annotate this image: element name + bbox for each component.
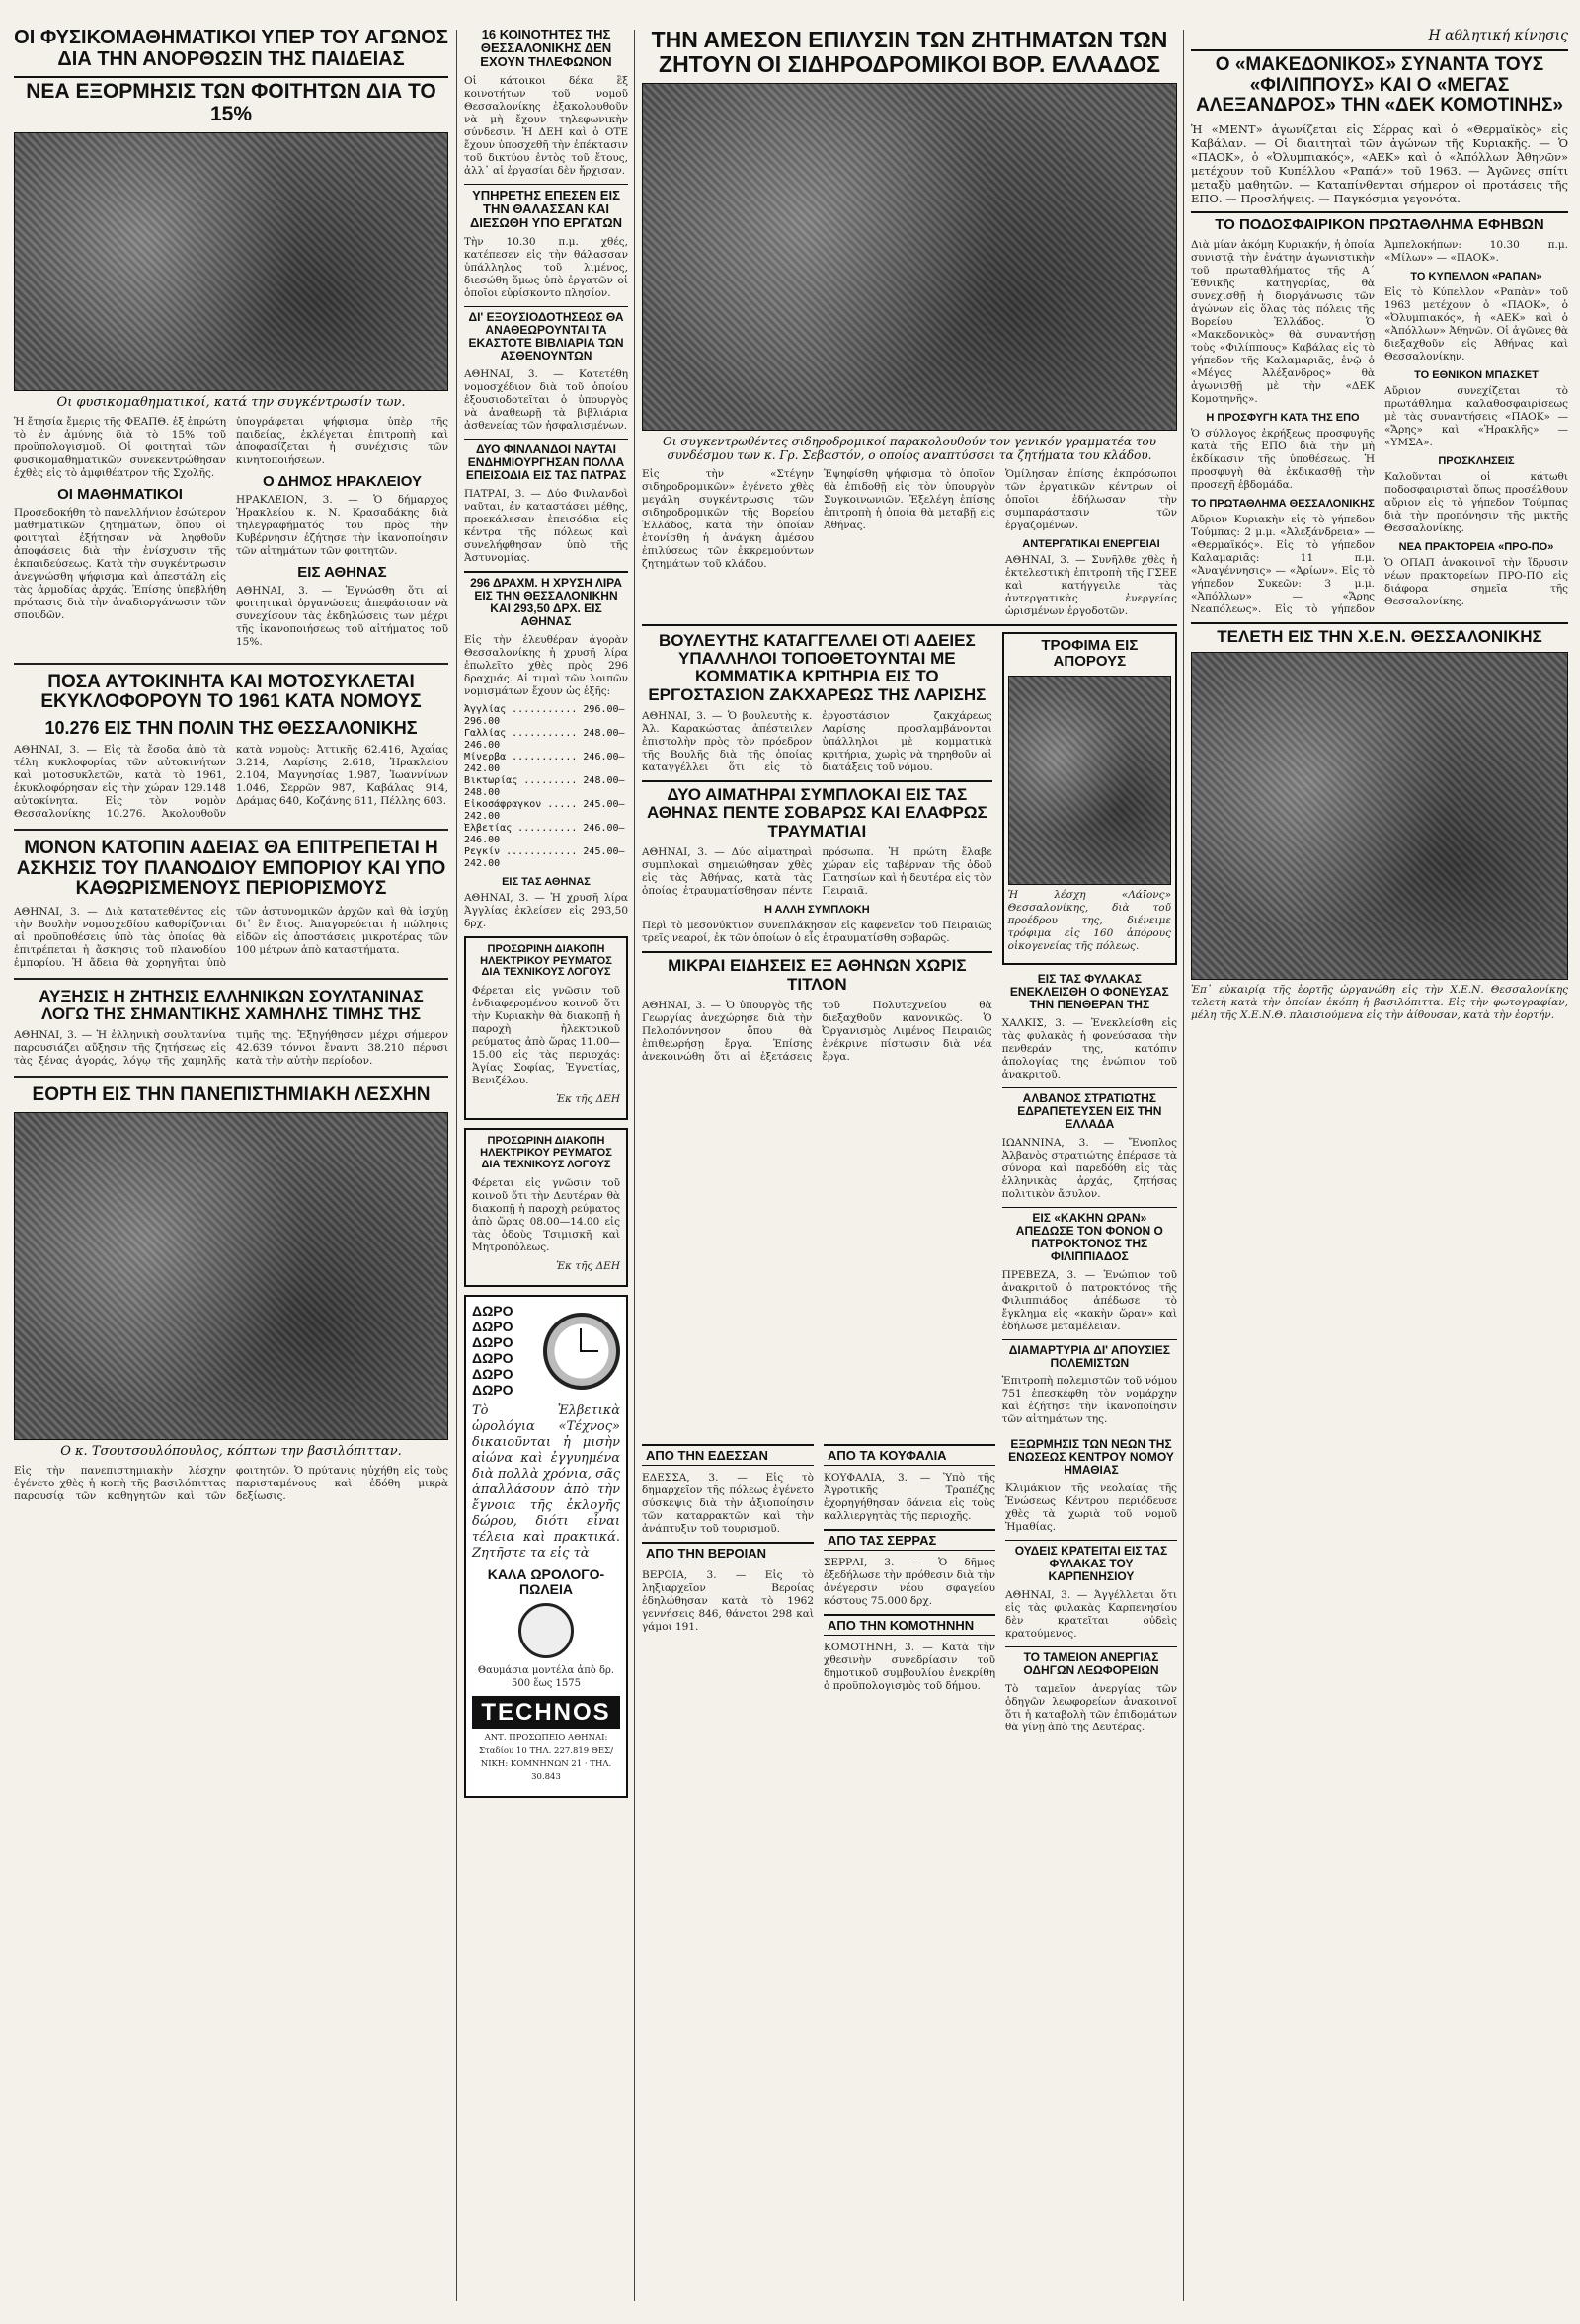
invites-headline: ΠΡΟΣΚΛΗΣΕΙΣ [1438, 454, 1515, 467]
railway-body-2: Ἐψηφίσθη ψήφισμα τὸ ὁποῖον θὰ ἐπιδοθῇ εἰς τὸν ὑπουργὸν Συγκοινωνιῶν. Ἐξελέγη ἐπίσης ἐπιτροπὴ ἡ ὁποία θὰ μεταβῇ εἰς Ἀθήνας. [824, 467, 995, 531]
youth-body: Διὰ μίαν ἀκόμη Κυριακήν, ἡ ὁποία συνιστᾷ τὴν ἐνάτην ἀγωνιστικὴν τοῦ πρωταθλήματος τῆς Α΄ Ἐθνικῆς κατηγορίας, θὰ συνεχισθῇ ἡ διοργάνωσις τῶν ἀγώνων εἰς ὅλας τὰς πόλεις τῆς Βορείου Ἑλλάδος. Ὁ «Μακεδονικὸς» θὰ συναντήσῃ τοὺς «Φιλίππους» Καβάλας εἰς τὸ γήπεδον τῆς Καλαμαριᾶς, ἐνῷ ὁ «Μέγας Ἀλέξανδρος» θὰ ἀγωνισθῇ μὲ τὴν «ΔΕΚ Κομοτηνῆς». [1191, 238, 1375, 405]
athens-body: ΑΘΗΝΑΙ, 3. — Ἐγνώσθη ὅτι αἱ φοιτητικαὶ ὀργανώσεις ἀπεφάσισαν νὰ συνεχίσουν τὰς ἐκδηλώσεις των μέχρι τῆς ἱκανοποιήσεως τοῦ αἰτήματος τοῦ 15%. [236, 584, 448, 648]
power-notice-2-sign: Ἐκ τῆς ΔΕΗ [556, 1259, 620, 1272]
mathematicians-body: Προσεδοκήθη τὸ πανελλήνιον ἐσώτερον μαθηματικῶν ζητημάτων, ὅπου οἱ φοιτηταὶ ἐξήτησαν νὰ ληφθοῦν ἀποφάσεις διὰ τὴν ἐνίσχυσιν τῆς ἐκπαιδεύσεως. Κατὰ τὴν συγκέντρωσιν ἀνεγνώσθη ψήφισμα καὶ ἀπεστάλη εἰς τὰς ἁρμοδίας ἀρχάς. Ἐπίσης ὑπεβλήθη πρότασις διὰ τὴν ἀναδιοργάνωσιν τῶν σπουδῶν. [14, 506, 226, 621]
soldier-headline: ΑΛΒΑΝΟΣ ΣΤΡΑΤΙΩΤΗΣ ΕΔΡΑΠΕΤΕΥΣΕΝ ΕΙΣ ΤΗΝ ΕΛΛΑΔΑ [1002, 1087, 1177, 1131]
railway-body-1: Εἰς τὴν «Στέγην σιδηροδρομικῶν» ἐγένετο χθὲς μεγάλη συγκέντρωσις τῶν σιδηροδρομικῶν τῆς Βορείου Ἑλλάδος, κατὰ τὴν ὁποίαν ἐτονίσθη ἡ ἀνάγκη ἀμέσου ἐπιλύσεως τῶν ἐκκρεμούντων ζητημάτων τοῦ κλάδου. [642, 467, 814, 570]
gold-price-row: Βικτωρίας ......... 248.00—248.00 [464, 774, 625, 798]
mp-body: ΑΘΗΝΑΙ, 3. — Ὁ βουλευτὴς κ. Ἀλ. Καρακώστας ἀπέστειλεν ἐπιστολὴν πρὸς τὸν πρόεδρον τῆς Βουλῆς διὰ τῆς ὁποίας καταγγέλλει ὅτι εἰς τὸ ἐργοστάσιον ζακχάρεως Λαρίσης προσλαμβάνονται ὑπάλληλοι μὲ κομματικὰ κριτήρια, χωρὶς νὰ τηρηθοῦν αἱ διατάξεις τοῦ νόμου. [642, 710, 992, 774]
guard-headline: ΕΙΣ ΤΑΣ ΦΥΛΑΚΑΣ ΕΝΕΚΛΕΙΣΘΗ Ο ΦΟΝΕΥΣΑΣ ΤΗΝ ΠΕΝΘΕΡΑΝ ΤΗΣ [1009, 972, 1169, 1011]
phones-headline: 16 ΚΟΙΝΟΤΗΤΕΣ ΤΗΣ ΘΕΣΣΑΛΟΝΙΚΗΣ ΔΕΝ ΕΧΟΥΝ ΤΗΛΕΦΩΝΟΝ [480, 28, 612, 70]
column-1 [14, 28, 448, 2309]
komotini-label: ΑΠΟ ΤΗΝ ΚΟΜΟΤΗΝΗΝ [824, 1614, 995, 1636]
soldier-body: ΙΩΑΝΝΙΝΑ, 3. — Ἔνοπλος Ἀλβανὸς στρατιώτης ἐπέρασε τὰ σύνορα καὶ παρεδόθη εἰς τὰς ἑλληνικὰς ἀρχάς, ζητήσας πολιτικὸν ἄσυλον. [1001, 1136, 1177, 1200]
physics-caption: Οι φυσικομαθηματικοί, κατά την συγκέντρωσίν των. [56, 394, 406, 410]
ad-body: Τὸ Ἑλβετικὰ ὡρολόγια «Τέχνος» δικαιοῦνται ἡ μισὴν αἰώνα καὶ ἐγγυημένα διὰ πολλὰ χρόνια, σᾶς ἀπαλλάσουν ἀπὸ τὴν ἔγνοια τῆς ἐκλογῆς δώρου, διότι εἶναι τέλεια καὶ πρακτικά. Ζητῆστε τα εἰς τὰ [472, 1402, 620, 1561]
finns-body: ΠΑΤΡΑΙ, 3. — Δύο Φινλανδοὶ ναῦται, ἐν καταστάσει μέθης, προεκάλεσαν ἐπεισόδια εἰς κέντρα τῆς πόλεως καὶ συνελήφθησαν ὑπὸ τῆς Ἀστυνομίας. [464, 487, 628, 564]
ad-doro-word: ΔΩΡΟ [472, 1302, 514, 1319]
power-notice-1-body: Φέρεται εἰς γνῶσιν τοῦ ἐνδιαφερομένου κοινοῦ ὅτι τὴν Κυριακὴν θὰ διακοπῇ ἡ παροχὴ ἠλεκτρικοῦ ρεύματος ἀπὸ ὥρας 11.00—15.00 εἰς τὰς περιοχάς: Ἁγίας Σοφίας, Ἐγνατίας, Βενιζέλου. [472, 985, 620, 1087]
ad-doro-word: ΔΩΡΟ [472, 1333, 514, 1350]
elect-headline: ΕΞΩΡΜΗΣΙΣ ΤΩΝ ΝΕΩΝ ΤΗΣ ΕΝΩΣΕΩΣ ΚΕΝΤΡΟΥ ΝΟΜΟΥ ΗΜΑΘΙΑΣ [1008, 1437, 1174, 1478]
elect-body: Κλιμάκιον τῆς νεολαίας τῆς Ἐνώσεως Κέντρου περιόδευσε χθὲς τὰ χωριὰ τοῦ νομοῦ Ἡμαθίας. [1005, 1483, 1177, 1534]
guard-body: ΧΑΛΚΙΣ, 3. — Ἐνεκλείσθη εἰς τὰς φυλακὰς ἡ φονεύσασα τὴν πενθεράν της, κατόπιν ἀπολογίας της ἐνώπιον τοῦ ἀνακριτοῦ. [1001, 1016, 1177, 1081]
sports-columns [1191, 239, 1568, 616]
mp-headline: ΒΟΥΛΕΥΤΗΣ ΚΑΤΑΓΓΕΛΛΕΙ ΟΤΙ ΑΔΕΙΕΣ ΥΠΑΛΛΗΛΟΙ ΤΟΠΟΘΕΤΟΥΝΤΑΙ ΜΕ ΚΟΜΜΑΤΙΚΑ ΚΡΙΤΗΡΙΑ ΕΙΣ ΤΟ ΕΡΓΟΣΤΑΣΙΟΝ ΖΑΚΧΑΡΕΩΣ ΤΗΣ ΛΑΡΙΣΗΣ [648, 630, 987, 704]
serres-label: ΑΠΟ ΤΑΣ ΣΕΡΡΑΣ [824, 1529, 995, 1551]
veria-body: ΒΕΡΟΙΑ, 3. — Εἰς τὸ ληξιαρχεῖον Βεροίας ἐδηλώθησαν κατὰ τὸ 1962 γεννήσεις 846, θάνατοι 298 καὶ γάμοι 191. [642, 1569, 814, 1634]
invites-body: Καλοῦνται οἱ κάτωθι ποδοσφαιρισταὶ ὅπως προσέλθουν αὔριον εἰς τὸ γήπεδον Τούμπας διὰ τὴν προπόνησιν τῆς μικτῆς Θεσσαλονίκης. [1384, 470, 1568, 534]
games-headline: ΤΟ ΠΡΩΤΑΘΛΗΜΑ ΘΕΣΣΑΛΟΝΙΚΗΣ [1191, 497, 1375, 510]
ad-doro-word: ΔΩΡΟ [472, 1318, 514, 1334]
gold-price-row: Ρεγκίν ............ 245.00—242.00 [464, 845, 625, 869]
fund-headline: ΤΟ ΤΑΜΕΙΟΝ ΑΝΕΡΓΙΑΣ ΟΔΗΓΩΝ ΛΕΩΦΟΡΕΙΩΝ [1005, 1646, 1177, 1677]
power-notice-1-headline: ΠΡΟΣΩΡΙΝΗ ΔΙΑΚΟΠΗ ΗΛΕΚΤΡΙΚΟΥ ΡΕΥΜΑΤΟΣ ΔΙΑ ΤΕΧΝΙΚΟΥΣ ΛΟΓΟΥΣ [480, 942, 612, 979]
appeal-headline: Η ΠΡΟΣΦΥΓΗ ΚΑΤΑ ΤΗΣ ΕΠΟ [1206, 411, 1360, 424]
ad-shops: ΚΑΛΑ ΩΡΟΛΟΓΟ-ΠΩΛΕΙΑ [487, 1565, 605, 1598]
club-body: Εἰς τὴν πανεπιστημιακὴν λέσχην ἐγένετο χθὲς ἡ κοπὴ τῆς βασιλόπιττας παρουσίᾳ τῶν καθηγητῶν καὶ τῶν φοιτητῶν. Ὁ πρύτανις ηὐχήθη εἰς τοὺς παρισταμένους καὶ ἐδόθη μικρὰ δεξίωσις. [14, 1464, 448, 1502]
municipality-label: Ο ΔΗΜΟΣ ΗΡΑΚΛΕΙΟΥ [262, 472, 423, 490]
gold-price-row: Μίνερβα ........... 246.00—242.00 [464, 751, 625, 774]
sports-intro: Ἡ «ΜΕΝΤ» ἀγωνίζεται εἰς Σέρρας καὶ ὁ «Θερμαϊκὸς» εἰς Καβάλαν. — Οἱ διαιτηταὶ τῶν ἀγώνων τῆς Κυριακῆς. — Ὁ «ΠΑΟΚ», ὁ «Ὀλυμπιακός», «ΑΕΚ» καὶ ὁ «Ἀπόλλων Ἀθηνῶν» μετέχουν τοῦ Κυπέλλου «Ραπάν» τοῦ 1963. — Ἀγῶνες σπίτι μεταξὺ μαθητῶν. — Καταπίνθενται σήμερον οἱ προτάσεις τῆς ΕΠΟ. — Προσλήψεις. — Παγκόσμια γεγονότα. [1191, 121, 1568, 205]
ad-doro-word: ΔΩΡΟ [472, 1365, 514, 1382]
physics-body-left: Ἡ ἔτησία ἔμερις τῆς ΦΕΑΠΘ. ἐξ ἐπρώτη τὸ ἐν ἀμύνης διὰ τὸ 15% τοῦ προϋπολογισμοῦ. Οἱ φοιτηταὶ τῶν φυσικομαθηματικῶν συνεκεντρώθησαν ἐχθὲς εἰς τὸ ἀμφιθέατρον τῆς Σχολῆς. [14, 415, 226, 479]
sailor-body: Τὴν 10.30 π.μ. χθές, κατέπεσεν εἰς τὴν θάλασσαν ὑπάλληλος τοῦ λιμένος, διεσώθη ὅμως ὑπὸ ἐργατῶν οἱ ὁποῖοι εὑρίσκοντο πλησίον. [464, 236, 628, 300]
raisins-headline: ΑΥΞΗΣΙΣ Η ΖΗΤΗΣΙΣ ΕΛΛΗΝΙΚΩΝ ΣΟΥΛΤΑΝΙΝΑΣ ΛΟΓΩ ΤΗΣ ΣΗΜΑΝΤΙΚΗΣ ΧΑΜΗΛΗΣ ΤΙΜΗΣ ΤΗΣ [39, 986, 424, 1023]
crash-other-label: Η ΑΛΛΗ ΣΥΜΠΛΟΚΗ [763, 904, 870, 917]
labor-label: ΑΝΤΕΡΓΑΤΙΚΑΙ ΕΝΕΡΓΕΙΑΙ [1022, 537, 1160, 550]
power-notice-2 [464, 1128, 628, 1287]
crash-body: ΑΘΗΝΑΙ, 3. — Δύο αἱματηραὶ συμπλοκαὶ σημειώθησαν χθὲς εἰς τὰς Ἀθήνας, κατὰ τὰς ὁποίας ἐτραυματίσθησαν πέντε πρόσωπα. Ἡ πρώτη ἔλαβε χώραν εἰς ταβέρναν τῆς ὁδοῦ Πατησίων καὶ ἡ δευτέρα εἰς τὸν Πειραιᾶ. [642, 846, 992, 898]
technos-watch-ad [464, 1295, 628, 1798]
club-headline: ΕΟΡΤΗ ΕΙΣ ΤΗΝ ΠΑΝΕΠΙΣΤΗΜΙΑΚΗ ΛΕΣΧΗΝ [32, 1084, 431, 1106]
power-notice-2-body: Φέρεται εἰς γνῶσιν τοῦ κοινοῦ ὅτι τὴν Δευτέραν θὰ διακοπῇ ἡ παροχὴ ρεύματος ἀπὸ ὥρας 08.00—14.00 εἰς τὰς ὁδοὺς Τσιμισκῆ καὶ Μητροπόλεως. [472, 1176, 620, 1253]
power-notice-2-headline: ΠΡΟΣΩΡΙΝΗ ΔΙΑΚΟΠΗ ΗΛΕΚΤΡΙΚΟΥ ΡΕΥΜΑΤΟΣ ΔΙΑ ΤΕΧΝΙΚΟΥΣ ΛΟΓΟΥΣ [480, 1135, 612, 1171]
column-rule [456, 30, 457, 2301]
protest-headline: ΔΙΑΜΑΡΤΥΡΙΑ ΔΙ' ΑΠΟΥΣΙΕΣ ΠΟΛΕΜΙΣΤΩΝ [1002, 1339, 1177, 1370]
column-rule [634, 30, 635, 2301]
phones-body: Οἱ κάτοικοι δέκα ἓξ κοινοτήτων τοῦ νομοῦ Θεσσαλονίκης ἐξακολουθοῦν νὰ μὴ ἔχουν τηλεφωνικὴν σύνδεσιν. Ἡ ΔΕΗ καὶ ὁ ΟΤΕ ἔχουν ὑποσχεθῆ τὴν ἐπέκτασιν τοῦ δικτύου ἐντὸς τοῦ ἔτους, ἀλλ᾿ αἱ ἐργασίαι δὲν ἤρχισαν. [464, 75, 628, 178]
gold-athens-label: ΕΙΣ ΤΑΣ ΑΘΗΝΑΣ [502, 875, 591, 888]
gold-price-row: Γαλλίας ........... 248.00—246.00 [464, 727, 625, 751]
column-2 [464, 28, 628, 2309]
gold-athens-body: ΑΘΗΝΑΙ, 3. — Ἡ χρυσῆ λίρα Ἀγγλίας ἐκλείσεν εἰς 293,50 δρχ. [464, 891, 628, 929]
gold-body: Εἰς τὴν ἐλευθέραν ἀγορὰν Θεσσαλονίκης ἡ χρυσῆ λίρα ἐπωλεῖτο χθὲς πρὸς 296 δραχμάς. Αἱ τιμαὶ τῶν λοιπῶν νομισμάτων ἔχουν ὡς ἑξῆς: [464, 633, 628, 697]
power-notice-1 [464, 936, 628, 1121]
fund-body: Τὸ ταμεῖον ἀνεργίας τῶν ὁδηγῶν λεωφορείων ἀνακοινοῖ ὅτι ἡ καταβολὴ τῶν ἐπιδομάτων θὰ γίνῃ ἀπὸ τῆς Δευτέρας. [1005, 1683, 1177, 1734]
students-assembly-photo [14, 132, 448, 391]
ad-doro-word: ΔΩΡΟ [472, 1349, 514, 1366]
koufalia-body: ΚΟΥΦΑΛΙΑ, 3. — Ὑπὸ τῆς Ἀγροτικῆς Τραπέζης ἐχορηγήθησαν δάνεια εἰς τοὺς καλλιεργητὰς τῆς περιοχῆς. [824, 1472, 995, 1523]
basket-headline: ΤΟ ΕΘΝΙΚΟΝ ΜΠΑΣΚΕΤ [1414, 368, 1539, 381]
youth-headline: ΤΟ ΠΟΔΟΣΦΑΙΡΙΚΟΝ ΠΡΩΤΑΘΛΗΜΑ ΕΦΗΒΩΝ [1191, 211, 1568, 233]
ad-doro-word: ΔΩΡΟ [472, 1381, 514, 1398]
appeal-body: Ὁ σύλλογος ἐκρήξεως προσφυγῆς κατὰ τῆς ΕΠΟ διὰ τὴν μὴ ἐκδίκασιν τῆς ὑποθέσεως. Ἡ προσφυγὴ θὰ ἐκδικασθῇ τὴν προσεχῆ ἑβδομάδα. [1191, 427, 1375, 491]
cup-body: Εἰς τὸ Κύπελλον «Ραπὰν» τοῦ 1963 μετέχουν ὁ «ΠΑΟΚ», ὁ «Ὀλυμπιακός», ἡ «ΑΕΚ» καὶ ὁ «Ἀπόλλων» Ἀθηνῶν. Οἱ ἀγῶνες θὰ διεξαχθοῦν εἰς Ἀθήνας καὶ Θεσσαλονίκην. [1384, 285, 1568, 362]
food-distribution-photo [1008, 676, 1171, 885]
merchant-headline: ΜΟΝΟΝ ΚΑΤΟΠΙΝ ΑΔΕΙΑΣ ΘΑ ΕΠΙΤΡΕΠΕΤΑΙ Η ΑΣΚΗΣΙΣ ΤΟΥ ΠΛΑΝΟΔΙΟΥ ΕΜΠΟΡΙΟΥ ΚΑΙ ΥΠΟ ΚΑΘΩΡΙΣΜΕΝΟΥΣ ΠΕΡΙΟΡΙΣΜΟΥΣ [16, 838, 446, 900]
section-divider [14, 1076, 448, 1078]
railway-headline: ΤΗΝ ΑΜΕΣΟΝ ΕΠΙΛΥΣΙΝ ΤΩΝ ΖΗΤΗΜΑΤΩΝ ΤΩΝ ΖΗΤΟΥΝ ΟΙ ΣΙΔΗΡΟΔΡΟΜΙΚΟΙ ΒΟΡ. ΕΛΛΑΔΟΣ [651, 28, 1168, 77]
club-caption: Ο κ. Τσουτσουλόπουλος, κόπτων την βασιλόπιτταν. [60, 1443, 402, 1459]
sports-headline: Ο «ΜΑΚΕΔΟΝΙΚΟΣ» ΣΥΝΑΝΤΑ ΤΟΥΣ «ΦΙΛΙΠΠΟΥΣ» ΚΑΙ Ο «ΜΕΓΑΣ ΑΛΕΞΑΝΔΡΟΣ» ΤΗΝ «ΔΕΚ ΚΟΜΟΤΙΝΗΣ» [1191, 49, 1568, 117]
sports-section-kicker: Η αθλητική κίνησις [1428, 28, 1568, 43]
komotini-body: ΚΟΜΟΤΗΝΗ, 3. — Κατὰ τὴν χθεσινὴν συνεδρίασιν τοῦ δημοτικοῦ συμβουλίου ἐνεκρίθη ὁ προϋπολογισμὸς τοῦ δήμου. [824, 1642, 995, 1693]
xen-ceremony-photo [1191, 652, 1568, 980]
cake-cutting-photo [14, 1112, 448, 1440]
railway-body-3: Ὁμίλησαν ἐπίσης ἐκπρόσωποι τῶν ἐργατικῶν κέντρων οἱ ὁποῖοι ἐδήλωσαν τὴν συμπαράστασιν τῶν ἐργαζομένων. [1005, 467, 1177, 531]
railway-workers-photo [642, 83, 1177, 431]
karpenisi-headline: ΟΥΔΕΙΣ ΚΡΑΤΕΙΤΑΙ ΕΙΣ ΤΑΣ ΦΥΛΑΚΑΣ ΤΟΥ ΚΑΡΠΕΝΗΣΙΟΥ [1005, 1540, 1177, 1583]
gold-price-row: Ἑλβετίας .......... 246.00—246.00 [464, 822, 625, 845]
sailor-headline: ΥΠΗΡΕΤΗΣ ΕΠΕΣΕΝ ΕΙΣ ΤΗΝ ΘΑΛΑΣΣΑΝ ΚΑΙ ΔΙΕΣΩΘΗ ΥΠΟ ΕΡΓΑΤΩΝ [464, 184, 628, 230]
power-notice-1-sign: Ἐκ τῆς ΔΕΗ [556, 1093, 620, 1106]
section-divider [14, 663, 448, 665]
municipality-body: ΗΡΑΚΛΕΙΟΝ, 3. — Ὁ δήμαρχος Ἡρακλείου κ. Ν. Κρασαδάκης διὰ τηλεγραφήματός του πρὸς τὴν Κυβέρνησιν ἐζήτησε τὴν ἱκανοποίησιν τῶν αἰτημάτων τῶν φοιτητῶν. [236, 493, 448, 557]
mathematicians-label: ΟΙ ΜΑΘΗΜΑΤΙΚΟΙ [57, 485, 183, 503]
propo-body: Ὁ ΟΠΑΠ ἀνακοινοῖ τὴν ἵδρυσιν νέων πρακτορείων ΠΡΟ-ΠΟ εἰς διάφορα σημεῖα τῆς Θεσσαλονίκης. [1384, 556, 1568, 607]
ad-footer: ΑΝΤ. ΠΡΟΣΩΠΕΙΟ ΑΘΗΝΑΙ: Σταδίου 10 ΤΗΛ. 227.819 ΘΕΣ/ΝΙΚΗ: ΚΟΜΝΗΝΩΝ 21 · ΤΗΛ. 30.843 [479, 1733, 613, 1783]
physics-headline: ΟΙ ΦΥΣΙΚΟΜΑΘΗΜΑΤΙΚΟΙ ΥΠΕΡ ΤΟΥ ΑΓΩΝΟΣ ΔΙΑ ΤΗΝ ΑΝΟΡΘΩΣΙΝ ΤΗΣ ΠΑΙΔΕΙΑΣ [14, 28, 448, 70]
food-box [1002, 632, 1177, 965]
ad-price: Θαυμάσια μοντέλα ἀπὸ δρ. 500 ἕως 1575 [477, 1665, 615, 1690]
kaki-body: ΠΡΕΒΕΖΑ, 3. — Ἐνώπιον τοῦ ἀνακριτοῦ ὁ πατροκτόνος τῆς Φιλιππιάδος ἀπέδωσε τὸ ἔγκλημα εἰς «κακὴν ὥραν» καὶ ἐδήλωσε μεταμέλειαν. [1001, 1268, 1177, 1332]
column-3 [642, 28, 1177, 2309]
watch-icon [518, 1603, 574, 1658]
railway-caption: Οι συγκεντρωθέντες σιδηροδρομικοί παρακολουθούν τον γενικόν γραμματέα του συνδέσμου των κ. Γρ. Σεβαστόν, ο οποίος αναπτύσσει τα ζητήματα του κλάδου. [662, 434, 1157, 462]
basket-body: Αὔριον συνεχίζεται τὸ πρωτάθλημα καλαθοσφαιρίσεως μὲ τὰς συναντήσεις «ΠΑΟΚ» — «Ἄρης» καὶ «Ἡρακλῆς» — «ΥΜΣΑ». [1384, 384, 1568, 448]
cars-subheadline: 10.276 ΕΙΣ ΤΗΝ ΠΟΛΙΝ ΤΗΣ ΘΕΣΣΑΛΟΝΙΚΗΣ [44, 717, 418, 738]
finns-headline: ΔΥΟ ΦΙΝΛΑΝΔΟΙ ΝΑΥΤΑΙ ΕΝΔΗΜΙΟΥΡΓΗΣΑΝ ΠΟΛΛΑ ΕΠΕΙΣΟΔΙΑ ΕΙΣ ΤΑΣ ΠΑΤΡΑΣ [464, 439, 628, 482]
section-divider [14, 829, 448, 831]
section-divider [14, 978, 448, 980]
cars-headline: ΠΟΣΑ ΑΥΤΟΚΙΝΗΤΑ ΚΑΙ ΜΟΤΟΣΥΚΛΕΤΑΙ ΕΚΥΚΛΟΦΟΡΟΥΝ ΤΟ 1961 ΚΑΤΑ ΝΟΜΟΥΣ [40, 671, 422, 713]
books-headline: ΔΙ' ΕΞΟΥΣΙΟΔΟΤΗΣΕΩΣ ΘΑ ΑΝΑΘΕΩΡΟΥΝΤΑΙ ΤΑ ΕΚΑΣΤΟΤΕ ΒΙΒΛΙΑΡΙΑ ΤΩΝ ΑΣΘΕΝΟΥΝΤΩΝ [464, 306, 628, 362]
raisins-body: ΑΘΗΝΑΙ, 3. — Ἡ ἑλληνικὴ σουλτανίνα παρουσιάζει αὔξησιν τῆς ζητήσεως εἰς τὰς ξένας ἀγοράς, λόγῳ τῆς χαμηλῆς τιμῆς της. Ἐξηγήθησαν μέχρι σήμερον 42.639 τόννοι ἔναντι 38.210 πέρυσι κατὰ τὴν αὐτὴν περίοδον. [14, 1029, 448, 1068]
cars-body: ΑΘΗΝΑΙ, 3. — Εἰς τὰ ἔσοδα ἀπὸ τὰ τέλη κυκλοφορίας τῶν αὐτοκινήτων καὶ μοτοσυκλετῶν, κατὰ τὸ 1961, ἐκυκλοφόρησαν εἰς τὴν χώραν 129.148 αὐτοκίνητα. Εἰς τὸν νομὸν Θεσσαλονίκης 10.276. Ἀκολουθοῦν κατὰ νομοὺς: Ἀττικῆς 62.416, Ἀχαΐας 3.214, Λαρίσης 2.618, Ἡρακλείου 2.104, Μαγνησίας 1.987, Ἰωαννίνων 1.046, Σερρῶν 987, Καβάλας 914, Δράμας 640, Κοζάνης 611, Πέλλης 603. [14, 744, 448, 820]
crash-other-body: Περὶ τὸ μεσονύκτιον συνεπλάκησαν εἰς καφενεῖον τοῦ Πειραιῶς τρεῖς νεαροί, ἐκ τῶν ὁποίων ὁ εἷς ἐτραυματίσθη σοβαρῶς. [642, 920, 992, 945]
merchant-body: ΑΘΗΝΑΙ, 3. — Διὰ κατατεθέντος εἰς τὴν Βουλὴν νομοσχεδίου καθορίζονται αἱ προϋποθέσεις ὑπὸ τὰς ὁποίας θὰ ἐπιτρέπεται ἡ ἄσκησις τοῦ πλανοδίου ἐμπορίου. Ἡ ἄδεια θὰ χορηγῆται ὑπὸ τῶν ἀστυνομικῶν ἀρχῶν καὶ θὰ ἰσχύῃ δι᾿ ἓν ἔτος. Ἀπαγορεύεται ἡ πώλησις εἰδῶν εἰς ἀποστάσεις μικροτέρας τῶν 100 μέτρων ἀπὸ καταστήματα. [14, 905, 448, 969]
karpenisi-body: ΑΘΗΝΑΙ, 3. — Ἀγγέλλεται ὅτι εἰς τὰς φυλακὰς Καρπενησίου δὲν κρατεῖται οὐδεὶς κρατούμενος. [1005, 1589, 1177, 1641]
protest-body: Ἐπιτροπὴ πολεμιστῶν τοῦ νόμου 751 ἐπεσκέφθη τὸν νομάρχην καὶ ἐζήτησε τὴν ἱκανοποίησιν τῶν αἰτημάτων της. [1001, 1375, 1177, 1426]
small-news-body: ΑΘΗΝΑΙ, 3. — Ὁ ὑπουργὸς τῆς Γεωργίας ἀνεχώρησε διὰ τὴν Πελοπόννησον ὅπου θὰ ἐπιθεωρήσῃ ἔργα. Ἐπίσης ἀνεκοινώθη ὅτι αἱ ἐξετάσεις τοῦ Πολυτεχνείου θὰ διεξαχθοῦν κανονικῶς. Ὁ Ὀργανισμὸς Λιμένος Πειραιῶς ἐνέκρινε πίστωσιν διὰ νέα ἔργα. [642, 999, 992, 1063]
crash-headline: ΔΥΟ ΑΙΜΑΤΗΡΑΙ ΣΥΜΠΛΟΚΑΙ ΕΙΣ ΤΑΣ ΑΘΗΝΑΣ ΠΕΝΤΕ ΣΟΒΑΡΩΣ ΚΑΙ ΕΛΑΦΡΩΣ ΤΡΑΥΜΑΤΙΑΙ [642, 780, 992, 841]
serres-body: ΣΕΡΡΑΙ, 3. — Ὁ δῆμος ἐξεδήλωσε τὴν πρόθεσιν διὰ τὴν ἀνέγερσιν νέου σφαγείου κόστους 75.000 δρχ. [824, 1557, 995, 1608]
koufalia-label: ΑΠΟ ΤΑ ΚΟΥΦΑΛΙΑ [824, 1444, 995, 1466]
small-news-headline: ΜΙΚΡΑΙ ΕΙΔΗΣΕΙΣ ΕΞ ΑΘΗΝΩΝ ΧΩΡΙΣ ΤΙΤΛΟΝ [642, 951, 992, 994]
books-body: ΑΘΗΝΑΙ, 3. — Κατετέθη νομοσχέδιον διὰ τοῦ ὁποίου ἐξουσιοδοτεῖται ὁ ὑπουργὸς νὰ ἀναθεωρῇ τὰ βιβλιάρια ἀσθενείας τῶν ἠσφαλισμένων. [464, 368, 628, 432]
gold-price-list [464, 704, 628, 870]
watch-icon [543, 1313, 620, 1390]
gold-headline: 296 ΔΡΑΧΜ. Η ΧΡΥΣΗ ΛΙΡΑ ΕΙΣ ΤΗΝ ΘΕΣΣΑΛΟΝΙΚΗΝ ΚΑΙ 293,50 ΔΡΧ. ΕΙΣ ΑΘΗΝΑΣ [464, 571, 628, 628]
veria-label: ΑΠΟ ΤΗΝ ΒΕΡΟΙΑΝ [642, 1542, 814, 1563]
ad-brand: TECHNOS [472, 1696, 620, 1729]
gold-price-row: Εἰκοσάφραγκον ..... 245.00—242.00 [464, 798, 625, 822]
athens-label: ΕΙΣ ΑΘΗΝΑΣ [297, 563, 387, 581]
xen-headline: ΤΕΛΕΤΗ ΕΙΣ ΤΗΝ Χ.Ε.Ν. ΘΕΣΣΑΛΟΝΙΚΗΣ [1191, 622, 1568, 646]
column-4 [1191, 28, 1568, 2309]
xen-caption: Ἐπ᾿ εὐκαιρίᾳ τῆς ἑορτῆς ὠργανώθη εἰς τὴν Χ.Ε.Ν. Θεσσαλονίκης τελετὴ κατὰ τὴν ὁποίαν ἐκόπη ἡ βασιλόπιττα. Εἰς τὴν φωτογραφίαν, μέλη τῆς Χ.Ε.Ν.Θ. πλαισιούμενα εἰς τὴν ἀίθουσαν, κατὰ τὴν ἑορτήν. [1191, 984, 1568, 1022]
edessa-body: ΕΔΕΣΣΑ, 3. — Εἰς τὸ δημαρχεῖον τῆς πόλεως ἐγένετο σύσκεψις διὰ τὴν ἀξιοποίησιν τῶν καταρρακτῶν καὶ τὴν ἀνάπτυξιν τοῦ τουρισμοῦ. [642, 1472, 814, 1536]
edessa-label: ΑΠΟ ΤΗΝ ΕΔΕΣΣΑΝ [642, 1444, 814, 1466]
gold-price-row: Ἀγγλίας ........... 296.00—296.00 [464, 703, 625, 727]
physics-subheadline: ΝΕΑ ΕΞΟΡΜΗΣΙΣ ΤΩΝ ΦΟΙΤΗΤΩΝ ΔΙΑ ΤΟ 15% [14, 76, 448, 125]
kaki-headline: ΕΙΣ «ΚΑΚΗΝ ΩΡΑΝ» ΑΠΕΔΩΣΕ ΤΟΝ ΦΟΝΟΝ Ο ΠΑΤΡΟΚΤΟΝΟΣ ΤΗΣ ΦΙΛΙΠΠΙΑΔΟΣ [1002, 1207, 1177, 1263]
column-rule [1183, 30, 1184, 2301]
games-body: Αὔριον Κυριακὴν εἰς τὸ γήπεδον Τούμπας: 2 μ.μ. «Ἀλεξάνδρεια» — «Θερμαϊκός». Εἰς τὸ γήπεδον Καλαμαριᾶς: 11 π.μ. «Ἀναγέννησις» — «Ἀρίων». Εἰς τὸ γήπεδον Συκεῶν: 3 μ.μ. «Ἀπόλλων» — «Ἄρης Νεαπόλεως». Εἰς τὸ γήπεδον Ἀμπελοκήπων: 10.30 π.μ. «Μίλων» — «ΠΑΟΚ». [1191, 238, 1568, 615]
food-caption: Ἡ λέσχη «Λάϊονς» Θεσσαλονίκης, διὰ τοῦ προέδρου της, διένειμε τρόφιμα εἰς 160 ἀπόρους οἰκογενείας τῆς πόλεως. [1007, 889, 1171, 953]
propo-headline: ΝΕΑ ΠΡΑΚΤΟΡΕΙΑ «ΠΡΟ-ΠΟ» [1398, 540, 1554, 553]
cup-headline: ΤΟ ΚΥΠΕΛΛΟΝ «ΡΑΠΑΝ» [1410, 270, 1542, 282]
physics-body-right: ὑπογράφεται ψήφισμα ὑπὲρ τῆς παιδείας, ἐκλέγεται ἐπιτροπὴ καὶ ἀποφασίζεται ἡ συνέχισις τῶν κινητοποιήσεων. [236, 415, 448, 466]
labor-body: ΑΘΗΝΑΙ, 3. — Συνῆλθε χθὲς ἡ ἐκτελεστικὴ ἐπιτροπὴ τῆς ΓΣΕΕ καὶ κατήγγειλε τὰς ἀντεργατικὰς ἐνεργείας ὡρισμένων ἐργοδοτῶν. [1005, 553, 1177, 617]
food-headline: ΤΡΟΦΙΜΑ ΕΙΣ ΑΠΟΡΟΥΣ [1041, 636, 1139, 670]
